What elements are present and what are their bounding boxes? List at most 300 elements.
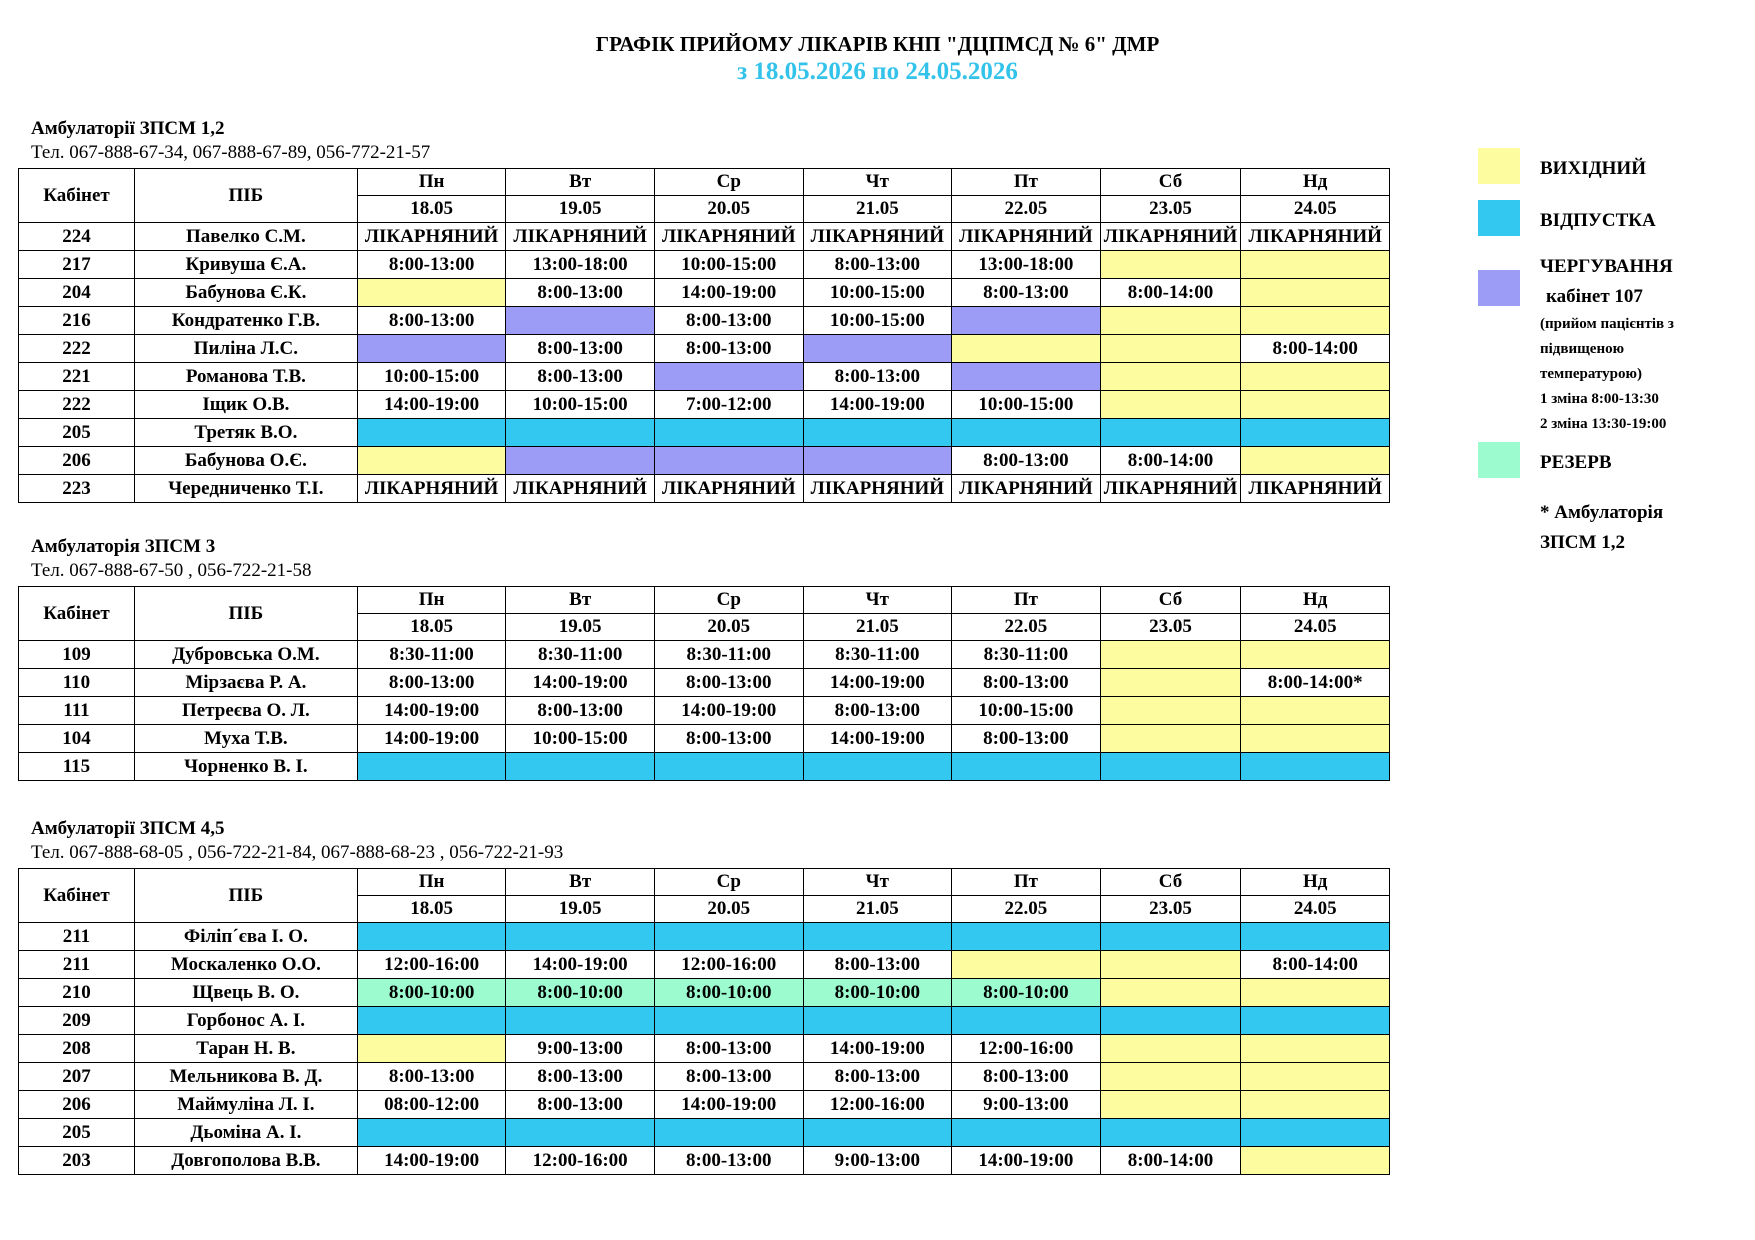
section-title: Амбулаторії ЗПСМ 4,5 [31, 818, 225, 839]
table-row [19, 1007, 1390, 1035]
legend-label-day-off: ВИХІДНИЙ [1540, 158, 1646, 179]
table-row [19, 251, 1390, 279]
cell-schedule: 8:30-11:00 [952, 641, 1101, 669]
section-phone: Тел. 067-888-68-05 , 056-722-21-84, 067-888-68-23 , 056-722-21-93 [31, 842, 564, 863]
cell-cabinet: 206 [19, 1091, 135, 1119]
header-day: Сб [1100, 169, 1241, 196]
cell-schedule [357, 447, 506, 475]
cell-schedule: 12:00-16:00 [654, 951, 803, 979]
cell-schedule: 8:00-10:00 [952, 979, 1101, 1007]
header-date: 20.05 [654, 614, 803, 641]
cell-schedule: ЛІКАРНЯНИЙ [952, 223, 1101, 251]
schedule-table [18, 586, 1390, 781]
header-date: 18.05 [357, 896, 506, 923]
cell-schedule [1100, 979, 1241, 1007]
cell-schedule: 8:00-13:00 [506, 697, 655, 725]
cell-schedule [1241, 923, 1390, 951]
cell-cabinet: 216 [19, 307, 135, 335]
cell-schedule: 10:00-15:00 [803, 279, 952, 307]
cell-schedule [1241, 641, 1390, 669]
cell-schedule: 10:00-15:00 [952, 391, 1101, 419]
cell-schedule: 8:00-14:00 [1241, 951, 1390, 979]
table-row [19, 753, 1390, 781]
table-row [19, 951, 1390, 979]
header-date: 19.05 [506, 614, 655, 641]
table-row [19, 307, 1390, 335]
cell-doctor-name: Муха Т.В. [134, 725, 357, 753]
cell-cabinet: 221 [19, 363, 135, 391]
header-day: Вт [506, 587, 655, 614]
section-zpsm-4-5 [18, 818, 1390, 1175]
header-day: Пт [952, 869, 1101, 896]
table-row [19, 641, 1390, 669]
cell-schedule [506, 307, 655, 335]
cell-doctor-name: Чорненко В. І. [134, 753, 357, 781]
cell-schedule [952, 363, 1101, 391]
cell-cabinet: 208 [19, 1035, 135, 1063]
cell-schedule [1100, 1063, 1241, 1091]
header-date: 21.05 [803, 196, 952, 223]
cell-schedule: 8:00-13:00 [803, 697, 952, 725]
header-date: 22.05 [952, 614, 1101, 641]
cell-schedule: 8:00-13:00 [803, 251, 952, 279]
cell-schedule: 8:00-13:00 [952, 447, 1101, 475]
cell-schedule: 8:30-11:00 [654, 641, 803, 669]
cell-schedule: 8:30-11:00 [357, 641, 506, 669]
cell-schedule: 8:30-11:00 [803, 641, 952, 669]
legend-duty-note-2: підвищеною [1540, 341, 1625, 357]
cell-schedule [506, 419, 655, 447]
header-cabinet: Кабінет [19, 869, 135, 923]
cell-schedule: ЛІКАРНЯНИЙ [803, 223, 952, 251]
cell-schedule [357, 923, 506, 951]
header-name: ПІБ [134, 169, 357, 223]
cell-schedule [1241, 307, 1390, 335]
table-row [19, 279, 1390, 307]
cell-schedule [357, 1035, 506, 1063]
cell-cabinet: 207 [19, 1063, 135, 1091]
cell-schedule: 8:00-13:00 [357, 669, 506, 697]
header-date: 24.05 [1241, 614, 1390, 641]
cell-schedule: 14:00-19:00 [803, 669, 952, 697]
cell-schedule: ЛІКАРНЯНИЙ [506, 475, 655, 503]
cell-doctor-name: Бабунова О.Є. [134, 447, 357, 475]
legend-swatch-duty [1478, 270, 1520, 306]
header-day: Нд [1241, 587, 1390, 614]
cell-schedule [506, 923, 655, 951]
header-date: 24.05 [1241, 896, 1390, 923]
cell-schedule: 13:00-18:00 [952, 251, 1101, 279]
legend-reserve [1478, 442, 1748, 498]
cell-schedule: 8:00-10:00 [654, 979, 803, 1007]
cell-schedule [803, 1119, 952, 1147]
cell-schedule [1241, 1119, 1390, 1147]
cell-schedule: 14:00-19:00 [357, 725, 506, 753]
cell-schedule: 7:00-12:00 [654, 391, 803, 419]
header-date: 23.05 [1100, 196, 1241, 223]
table-row [19, 697, 1390, 725]
legend-swatch-vacation [1478, 200, 1520, 236]
cell-cabinet: 204 [19, 279, 135, 307]
cell-schedule [1241, 725, 1390, 753]
cell-doctor-name: Дубровська О.М. [134, 641, 357, 669]
cell-doctor-name: Чередниченко Т.І. [134, 475, 357, 503]
header-day: Сб [1100, 869, 1241, 896]
cell-schedule: ЛІКАРНЯНИЙ [357, 223, 506, 251]
cell-schedule: 8:00-13:00 [357, 307, 506, 335]
header-day: Вт [506, 869, 655, 896]
cell-schedule [1100, 251, 1241, 279]
cell-schedule [357, 335, 506, 363]
header-day: Ср [654, 587, 803, 614]
header-day: Пн [357, 869, 506, 896]
table-row [19, 725, 1390, 753]
cell-schedule [1100, 1119, 1241, 1147]
header-date: 22.05 [952, 196, 1101, 223]
header-day: Пт [952, 169, 1101, 196]
cell-schedule [506, 447, 655, 475]
header-day: Нд [1241, 169, 1390, 196]
section-phone: Тел. 067-888-67-50 , 056-722-21-58 [31, 560, 312, 581]
table-row [19, 1035, 1390, 1063]
cell-schedule: 8:00-13:00 [357, 1063, 506, 1091]
legend-shift-2: 2 зміна 13:30-19:00 [1540, 416, 1667, 432]
cell-schedule: 9:00-13:00 [803, 1147, 952, 1175]
cell-schedule [1100, 1091, 1241, 1119]
cell-schedule: 8:00-13:00 [506, 279, 655, 307]
cell-schedule: 8:00-13:00 [654, 1063, 803, 1091]
cell-schedule [357, 1007, 506, 1035]
cell-schedule: 8:00-14:00 [1100, 1147, 1241, 1175]
header-date: 23.05 [1100, 896, 1241, 923]
cell-doctor-name: Іщик О.В. [134, 391, 357, 419]
cell-schedule [1100, 669, 1241, 697]
cell-schedule: 8:00-13:00 [803, 951, 952, 979]
cell-schedule: 14:00-19:00 [952, 1147, 1101, 1175]
header-date: 19.05 [506, 196, 655, 223]
cell-doctor-name: Мельникова В. Д. [134, 1063, 357, 1091]
header-day: Ср [654, 869, 803, 896]
cell-cabinet: 209 [19, 1007, 135, 1035]
cell-schedule: 12:00-16:00 [506, 1147, 655, 1175]
header-date: 24.05 [1241, 196, 1390, 223]
cell-doctor-name: Філіп´єва І. О. [134, 923, 357, 951]
section-phone: Тел. 067-888-67-34, 067-888-67-89, 056-772-21-57 [31, 142, 431, 163]
cell-doctor-name: Кривуша Є.А. [134, 251, 357, 279]
cell-schedule [1100, 419, 1241, 447]
cell-schedule [952, 753, 1101, 781]
cell-schedule: 14:00-19:00 [803, 725, 952, 753]
cell-schedule: ЛІКАРНЯНИЙ [506, 223, 655, 251]
cell-schedule: 12:00-16:00 [803, 1091, 952, 1119]
cell-schedule: 8:00-13:00 [654, 335, 803, 363]
legend-footnote-1: * Амбулаторія [1540, 502, 1664, 523]
cell-doctor-name: Мірзаєва Р. А. [134, 669, 357, 697]
table-row [19, 923, 1390, 951]
cell-doctor-name: Маймуліна Л. І. [134, 1091, 357, 1119]
cell-schedule: 8:00-13:00 [952, 669, 1101, 697]
table-row [19, 447, 1390, 475]
cell-schedule [952, 1007, 1101, 1035]
table-row [19, 1091, 1390, 1119]
cell-schedule: 8:00-13:00 [803, 363, 952, 391]
cell-cabinet: 205 [19, 1119, 135, 1147]
cell-doctor-name: Горбонос А. І. [134, 1007, 357, 1035]
cell-schedule [1241, 697, 1390, 725]
cell-schedule: 12:00-16:00 [357, 951, 506, 979]
cell-schedule [803, 753, 952, 781]
cell-schedule [1241, 1091, 1390, 1119]
cell-doctor-name: Щвець В. О. [134, 979, 357, 1007]
cell-schedule [357, 753, 506, 781]
cell-schedule [952, 951, 1101, 979]
cell-schedule [357, 1119, 506, 1147]
cell-schedule: 10:00-15:00 [506, 391, 655, 419]
cell-schedule [952, 1119, 1101, 1147]
cell-schedule [357, 419, 506, 447]
cell-schedule [654, 1119, 803, 1147]
header-day: Чт [803, 587, 952, 614]
section-zpsm-1-2 [18, 118, 1390, 503]
cell-cabinet: 223 [19, 475, 135, 503]
cell-schedule: 10:00-15:00 [357, 363, 506, 391]
cell-schedule: 8:30-11:00 [506, 641, 655, 669]
table-row [19, 979, 1390, 1007]
cell-doctor-name: Довгополова В.В. [134, 1147, 357, 1175]
cell-schedule [1100, 753, 1241, 781]
cell-schedule [506, 753, 655, 781]
header-name: ПІБ [134, 587, 357, 641]
cell-cabinet: 111 [19, 697, 135, 725]
header-day: Сб [1100, 587, 1241, 614]
cell-schedule: ЛІКАРНЯНИЙ [803, 475, 952, 503]
cell-schedule [952, 335, 1101, 363]
cell-schedule: 8:00-13:00 [654, 1035, 803, 1063]
cell-schedule [506, 1007, 655, 1035]
page-title: ГРАФІК ПРИЙОМУ ЛІКАРІВ КНП "ДЦПМСД № 6" ДМР [595, 32, 1160, 56]
cell-schedule [803, 1007, 952, 1035]
cell-schedule: 8:00-13:00 [952, 279, 1101, 307]
cell-schedule [1241, 1147, 1390, 1175]
table-row [19, 669, 1390, 697]
header-day: Пн [357, 169, 506, 196]
legend-shift-1: 1 зміна 8:00-13:30 [1540, 391, 1659, 407]
table-row [19, 1119, 1390, 1147]
legend-label-duty: ЧЕРГУВАННЯ [1540, 256, 1673, 277]
cell-schedule: ЛІКАРНЯНИЙ [952, 475, 1101, 503]
section-zpsm-3 [18, 536, 1390, 781]
cell-cabinet: 205 [19, 419, 135, 447]
header-date: 20.05 [654, 896, 803, 923]
cell-cabinet: 211 [19, 923, 135, 951]
cell-schedule [1241, 447, 1390, 475]
cell-schedule: 14:00-19:00 [654, 1091, 803, 1119]
cell-doctor-name: Москаленко О.О. [134, 951, 357, 979]
cell-schedule [1100, 923, 1241, 951]
cell-schedule [654, 1007, 803, 1035]
header-date: 21.05 [803, 896, 952, 923]
header-cabinet: Кабінет [19, 169, 135, 223]
cell-schedule: 14:00-19:00 [654, 697, 803, 725]
cell-schedule: 8:00-13:00 [506, 335, 655, 363]
cell-schedule: 8:00-13:00 [506, 1091, 655, 1119]
header-date: 20.05 [654, 196, 803, 223]
cell-doctor-name: Таран Н. В. [134, 1035, 357, 1063]
legend-day-off [1478, 148, 1748, 200]
cell-schedule [654, 363, 803, 391]
cell-schedule: 8:00-14:00 [1241, 335, 1390, 363]
cell-schedule [1241, 251, 1390, 279]
legend-swatch-reserve [1478, 442, 1520, 478]
section-title: Амбулаторії ЗПСМ 1,2 [31, 118, 225, 139]
cell-schedule [803, 447, 952, 475]
cell-schedule: 10:00-15:00 [803, 307, 952, 335]
cell-cabinet: 206 [19, 447, 135, 475]
cell-schedule: 8:00-13:00 [654, 725, 803, 753]
cell-schedule [654, 447, 803, 475]
cell-schedule [1241, 1035, 1390, 1063]
cell-schedule: 14:00-19:00 [357, 1147, 506, 1175]
cell-schedule: ЛІКАРНЯНИЙ [654, 223, 803, 251]
cell-schedule [803, 419, 952, 447]
legend-duty-note-1: (прийом пацієнтів з [1540, 316, 1674, 332]
header-day: Чт [803, 169, 952, 196]
cell-schedule: 08:00-12:00 [357, 1091, 506, 1119]
cell-cabinet: 211 [19, 951, 135, 979]
cell-schedule: ЛІКАРНЯНИЙ [357, 475, 506, 503]
header-date: 21.05 [803, 614, 952, 641]
table-row [19, 419, 1390, 447]
cell-schedule [1100, 335, 1241, 363]
cell-schedule: 13:00-18:00 [506, 251, 655, 279]
cell-schedule [357, 279, 506, 307]
cell-schedule: 14:00-19:00 [654, 279, 803, 307]
cell-schedule [952, 307, 1101, 335]
cell-schedule: 8:00-10:00 [803, 979, 952, 1007]
header-cabinet: Кабінет [19, 587, 135, 641]
cell-schedule: 8:00-13:00 [506, 1063, 655, 1091]
cell-schedule [1100, 1035, 1241, 1063]
cell-cabinet: 222 [19, 391, 135, 419]
cell-schedule: ЛІКАРНЯНИЙ [1100, 475, 1241, 503]
legend-vacation [1478, 200, 1748, 252]
schedule-table [18, 168, 1390, 503]
cell-schedule: 8:00-13:00 [654, 669, 803, 697]
cell-schedule: 14:00-19:00 [506, 669, 655, 697]
cell-schedule [1100, 697, 1241, 725]
table-row [19, 1147, 1390, 1175]
date-range: з 18.05.2026 по 24.05.2026 [737, 58, 1018, 85]
cell-schedule [654, 753, 803, 781]
header-day: Нд [1241, 869, 1390, 896]
cell-schedule: 12:00-16:00 [952, 1035, 1101, 1063]
cell-schedule: 8:00-13:00 [654, 307, 803, 335]
cell-schedule [1100, 951, 1241, 979]
cell-schedule [1241, 391, 1390, 419]
header-date: 22.05 [952, 896, 1101, 923]
cell-schedule [1241, 279, 1390, 307]
cell-schedule: 8:00-14:00* [1241, 669, 1390, 697]
cell-schedule: 8:00-14:00 [1100, 447, 1241, 475]
table-row [19, 223, 1390, 251]
cell-schedule: 8:00-13:00 [357, 251, 506, 279]
cell-schedule [654, 923, 803, 951]
legend [1478, 148, 1748, 558]
cell-schedule [1100, 1007, 1241, 1035]
cell-schedule: 14:00-19:00 [506, 951, 655, 979]
header-row-days [19, 587, 1390, 614]
cell-schedule: ЛІКАРНЯНИЙ [1100, 223, 1241, 251]
cell-schedule [952, 923, 1101, 951]
header-date: 18.05 [357, 614, 506, 641]
header-row-days [19, 869, 1390, 896]
cell-schedule [1241, 1063, 1390, 1091]
cell-schedule [1241, 1007, 1390, 1035]
cell-schedule: 9:00-13:00 [952, 1091, 1101, 1119]
cell-schedule [1241, 419, 1390, 447]
legend-swatch-day-off [1478, 148, 1520, 184]
cell-schedule [1100, 363, 1241, 391]
table-row [19, 1063, 1390, 1091]
cell-cabinet: 110 [19, 669, 135, 697]
cell-cabinet: 222 [19, 335, 135, 363]
cell-schedule: 8:00-14:00 [1100, 279, 1241, 307]
cell-schedule: 10:00-15:00 [952, 697, 1101, 725]
legend-duty [1478, 252, 1748, 442]
legend-footnote [1478, 498, 1748, 558]
table-row [19, 363, 1390, 391]
section-title: Амбулаторія ЗПСМ 3 [31, 536, 216, 557]
cell-schedule [803, 335, 952, 363]
cell-schedule: 10:00-15:00 [506, 725, 655, 753]
cell-schedule: 8:00-10:00 [506, 979, 655, 1007]
cell-schedule: 8:00-13:00 [654, 1147, 803, 1175]
header-date: 18.05 [357, 196, 506, 223]
cell-schedule [1100, 641, 1241, 669]
header-day: Вт [506, 169, 655, 196]
cell-schedule: 8:00-13:00 [952, 725, 1101, 753]
cell-cabinet: 210 [19, 979, 135, 1007]
header-day: Чт [803, 869, 952, 896]
cell-doctor-name: Дьоміна А. І. [134, 1119, 357, 1147]
cell-cabinet: 109 [19, 641, 135, 669]
cell-cabinet: 203 [19, 1147, 135, 1175]
cell-schedule: 10:00-15:00 [654, 251, 803, 279]
header-row-days [19, 169, 1390, 196]
header-day: Пт [952, 587, 1101, 614]
table-row [19, 335, 1390, 363]
cell-schedule [1100, 725, 1241, 753]
cell-schedule [506, 1119, 655, 1147]
cell-schedule: 14:00-19:00 [357, 391, 506, 419]
header-date: 23.05 [1100, 614, 1241, 641]
cell-schedule: 14:00-19:00 [803, 1035, 952, 1063]
cell-schedule: 14:00-19:00 [803, 391, 952, 419]
cell-schedule [952, 419, 1101, 447]
cell-schedule [654, 419, 803, 447]
cell-schedule [1100, 391, 1241, 419]
table-row [19, 475, 1390, 503]
cell-schedule [1100, 307, 1241, 335]
header-day: Пн [357, 587, 506, 614]
schedule-table [18, 868, 1390, 1175]
cell-schedule [1241, 753, 1390, 781]
cell-doctor-name: Петреєва О. Л. [134, 697, 357, 725]
cell-schedule: 8:00-13:00 [803, 1063, 952, 1091]
cell-doctor-name: Третяк В.О. [134, 419, 357, 447]
cell-schedule: ЛІКАРНЯНИЙ [654, 475, 803, 503]
cell-schedule [1241, 363, 1390, 391]
